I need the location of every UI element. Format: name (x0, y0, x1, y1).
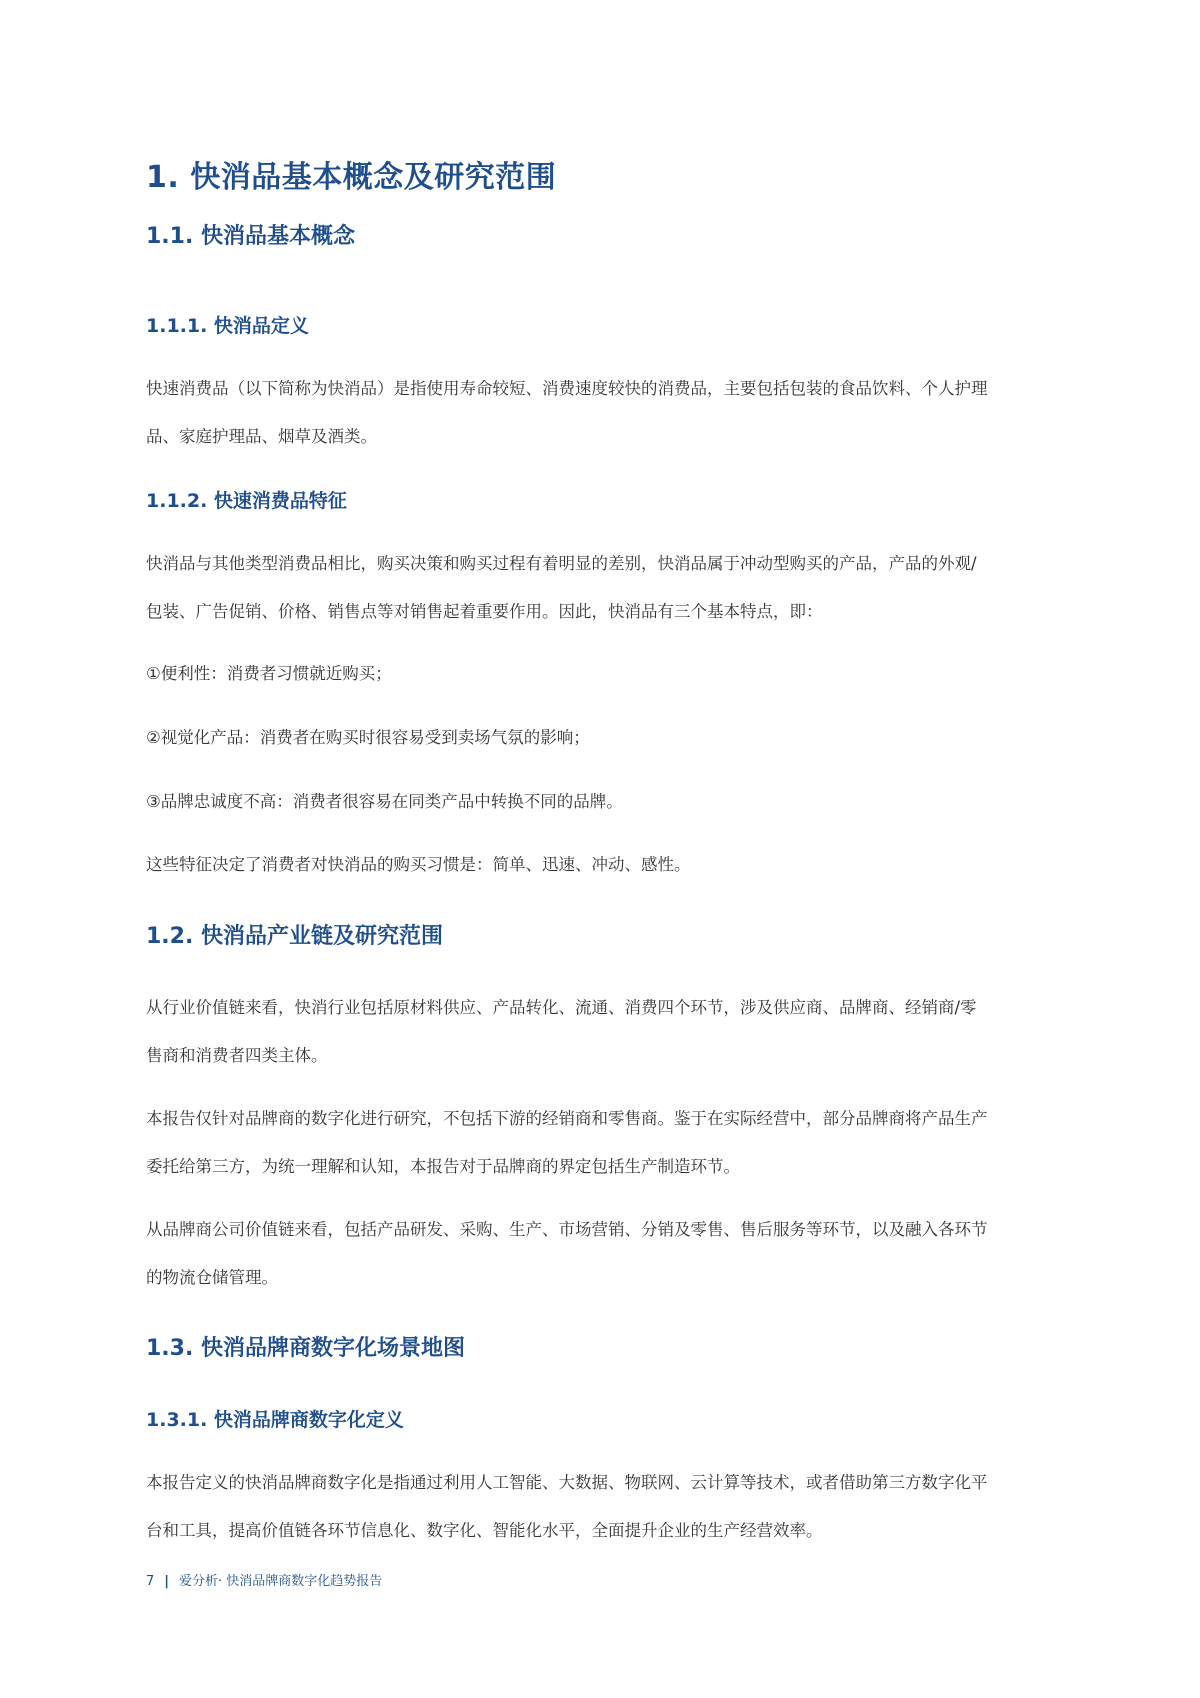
paragraph-company-chain (146, 1206, 1066, 1302)
paragraph-industry-chain (146, 984, 1066, 1080)
paragraph-digitalization-definition (146, 1459, 1066, 1555)
paragraph-line: 包装、广告促销、价格、销售点等对销售起着重要作用。因此，快消品有三个基本特点，即： (146, 602, 823, 621)
subsection-title-1-1-1: 1.1.1. 快消品定义 (146, 315, 309, 337)
subsection-title-1-3-1: 1.3.1. 快消品牌商数字化定义 (146, 1409, 404, 1431)
paragraph-line: 售商和消费者四类主体。 (146, 1046, 328, 1065)
paragraph-line: 从品牌商公司价值链来看，包括产品研发、采购、生产、市场营销、分销及零售、售后服务等环节，以及融入各环节 (146, 1220, 988, 1239)
footer-report-title: 爱分析· 快消品牌商数字化趋势报告 (179, 1574, 383, 1589)
paragraph-line: 的物流仓储管理。 (146, 1268, 278, 1287)
paragraph-features (146, 540, 1066, 636)
paragraph-line: 本报告仅针对品牌商的数字化进行研究，不包括下游的经销商和零售商。鉴于在实际经营中，部分品牌商将产品生产 (146, 1109, 988, 1128)
page-footer (146, 1572, 382, 1592)
subsection-title-1-1-2: 1.1.2. 快速消费品特征 (146, 490, 347, 512)
paragraph-line: 快消品与其他类型消费品相比，购买决策和购买过程有着明显的差别，快消品属于冲动型购买的产品，产品的外观/ (146, 554, 977, 573)
paragraph-line: 台和工具，提高价值链各环节信息化、数字化、智能化水平，全面提升企业的生产经营效率。 (146, 1521, 823, 1540)
footer-separator: | (164, 1574, 170, 1589)
section-title-1-3: 1.3. 快消品牌商数字化场景地图 (146, 1336, 465, 1361)
paragraph-research-scope (146, 1095, 1066, 1191)
paragraph-line: 委托给第三方，为统一理解和认知，本报告对于品牌商的界定包括生产制造环节。 (146, 1157, 740, 1176)
section-title-1-2: 1.2. 快消品产业链及研究范围 (146, 924, 443, 949)
chapter-title: 1. 快消品基本概念及研究范围 (146, 160, 557, 195)
feature-item-visual: ②视觉化产品：消费者在购买时很容易受到卖场气氛的影响； (146, 728, 590, 747)
feature-item-loyalty: ③品牌忠诚度不高：消费者很容易在同类产品中转换不同的品牌。 (146, 792, 623, 811)
paragraph-line: 快速消费品（以下简称为快消品）是指使用寿命较短、消费速度较快的消费品，主要包括包装的食品饮料、个人护理 (146, 379, 988, 398)
paragraph-line: 品、家庭护理品、烟草及酒类。 (146, 427, 377, 446)
paragraph-line: 本报告定义的快消品牌商数字化是指通过利用人工智能、大数据、物联网、云计算等技术，或者借助第三方数字化平 (146, 1473, 988, 1492)
section-title-1-1: 1.1. 快消品基本概念 (146, 224, 355, 249)
page-number: 7 (146, 1574, 155, 1589)
paragraph-line: 从行业价值链来看，快消行业包括原材料供应、产品转化、流通、消费四个环节，涉及供应商、品牌商、经销商/零 (146, 998, 977, 1017)
paragraph-definition (146, 365, 1066, 461)
feature-item-convenience: ①便利性：消费者习惯就近购买； (146, 664, 392, 683)
paragraph-feature-summary: 这些特征决定了消费者对快消品的购买习惯是：简单、迅速、冲动、感性。 (146, 855, 691, 874)
